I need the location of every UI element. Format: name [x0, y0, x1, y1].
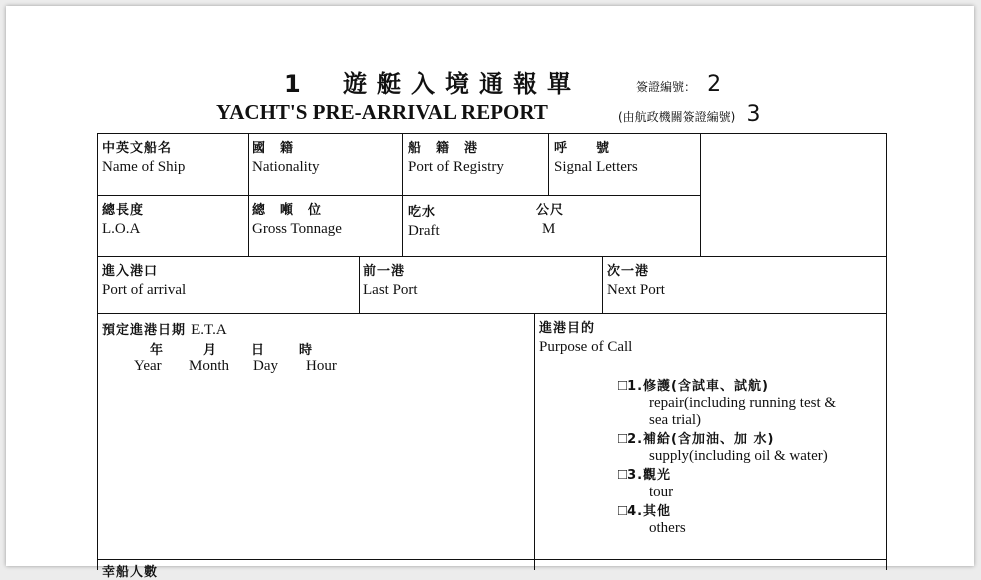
- nationality-label-cn: 國 籍: [252, 141, 295, 156]
- date-label-year-cn: 年: [150, 343, 165, 358]
- option-tour-en: tour: [649, 484, 674, 500]
- next-port-label-cn: 次一港: [607, 264, 650, 279]
- option-repair[interactable]: [618, 376, 836, 395]
- draft-unit-en: M: [542, 221, 556, 237]
- visa-number-marker: 2: [707, 72, 722, 97]
- option-supply-en: supply(including oil & water): [649, 448, 828, 464]
- nationality-label-en: Nationality: [252, 159, 320, 175]
- eta-label-en: E.T.A: [191, 322, 227, 338]
- title-chinese: 遊艇入境通報單: [343, 70, 582, 98]
- cell-port-registry: [408, 139, 504, 177]
- cell-port-arrival: [102, 262, 186, 300]
- checkbox-icon[interactable]: □: [618, 431, 628, 447]
- cell-draft: [408, 201, 578, 239]
- form-title-cn: [284, 64, 581, 99]
- option-repair-cn: 1.修護(含試車、試航): [627, 379, 769, 394]
- draft-label-cn: 吃水: [408, 205, 437, 220]
- draft-unit-cn: 公尺: [536, 203, 565, 218]
- date-label-month-en: Month: [189, 358, 230, 374]
- cell-purpose: [539, 319, 632, 357]
- visa-note: [618, 102, 760, 127]
- cell-loa: [102, 201, 144, 239]
- cell-signal-letters: [554, 139, 638, 177]
- date-label-day-en: Day: [253, 358, 278, 374]
- date-label-hour-en: Hour: [306, 358, 337, 374]
- cell-ship-name: [102, 139, 185, 177]
- cell-gross-tonnage: [252, 201, 342, 239]
- option-tour[interactable]: [618, 465, 836, 484]
- option-others-en: others: [649, 520, 686, 536]
- date-label-month-cn: 月: [203, 343, 218, 358]
- form-title-en: YACHT'S PRE-ARRIVAL REPORT: [216, 100, 548, 124]
- ship-name-label-en: Name of Ship: [102, 159, 186, 175]
- draft-label-en: Draft: [408, 223, 440, 239]
- date-label-hour-cn: 時: [299, 343, 314, 358]
- checkbox-icon[interactable]: □: [618, 503, 628, 519]
- loa-label-cn: 總長度: [102, 203, 145, 218]
- purpose-label-en: Purpose of Call: [539, 339, 633, 355]
- cell-eta: [102, 319, 227, 340]
- checkbox-icon[interactable]: □: [618, 378, 628, 394]
- visa-note-text: (由航政機關簽證編號): [618, 110, 736, 124]
- visa-note-marker: 3: [746, 102, 761, 127]
- ship-name-label-cn: 中英文船名: [102, 141, 173, 156]
- cell-nationality: [252, 139, 320, 177]
- signal-label-cn: 呼 號: [554, 141, 611, 156]
- option-tour-cn: 3.觀光: [627, 468, 672, 483]
- option-others-cn: 4.其他: [627, 504, 672, 519]
- visa-number-field: [636, 72, 721, 97]
- cell-last-port: [363, 262, 418, 300]
- cell-next-port: [607, 262, 665, 300]
- date-label-year-en: Year: [134, 358, 162, 374]
- option-supply-cn: 2.補給(含加油、加 水): [627, 432, 775, 447]
- signal-label-en: Signal Letters: [554, 159, 638, 175]
- crew-count-label-partial: 幸船人數: [102, 565, 159, 580]
- port-registry-label-en: Port of Registry: [408, 159, 504, 175]
- gross-tonnage-label-en: Gross Tonnage: [252, 221, 342, 237]
- visa-label: 簽證編號：: [636, 80, 697, 94]
- date-label-day-cn: 日: [251, 343, 266, 358]
- next-port-label-en: Next Port: [607, 282, 665, 298]
- option-repair-en-1: repair(including running test &: [649, 395, 837, 411]
- gross-tonnage-label-cn: 總 噸 位: [252, 203, 323, 218]
- option-repair-en-2: sea trial): [649, 412, 702, 428]
- option-supply[interactable]: [618, 429, 836, 448]
- checkbox-icon[interactable]: □: [618, 467, 628, 483]
- title-number: 1: [284, 70, 311, 98]
- loa-label-en: L.O.A: [102, 221, 141, 237]
- port-arrival-label-cn: 進入港口: [102, 264, 159, 279]
- port-registry-label-cn: 船 籍 港: [408, 141, 479, 156]
- form-sheet: [6, 6, 974, 580]
- last-port-label-en: Last Port: [363, 282, 418, 298]
- option-others[interactable]: [618, 501, 836, 520]
- purpose-label-cn: 進港目的: [539, 321, 596, 336]
- eta-label-cn: 預定進港日期: [102, 323, 187, 338]
- port-arrival-label-en: Port of arrival: [102, 282, 187, 298]
- last-port-label-cn: 前一港: [363, 264, 406, 279]
- purpose-options: [618, 376, 836, 537]
